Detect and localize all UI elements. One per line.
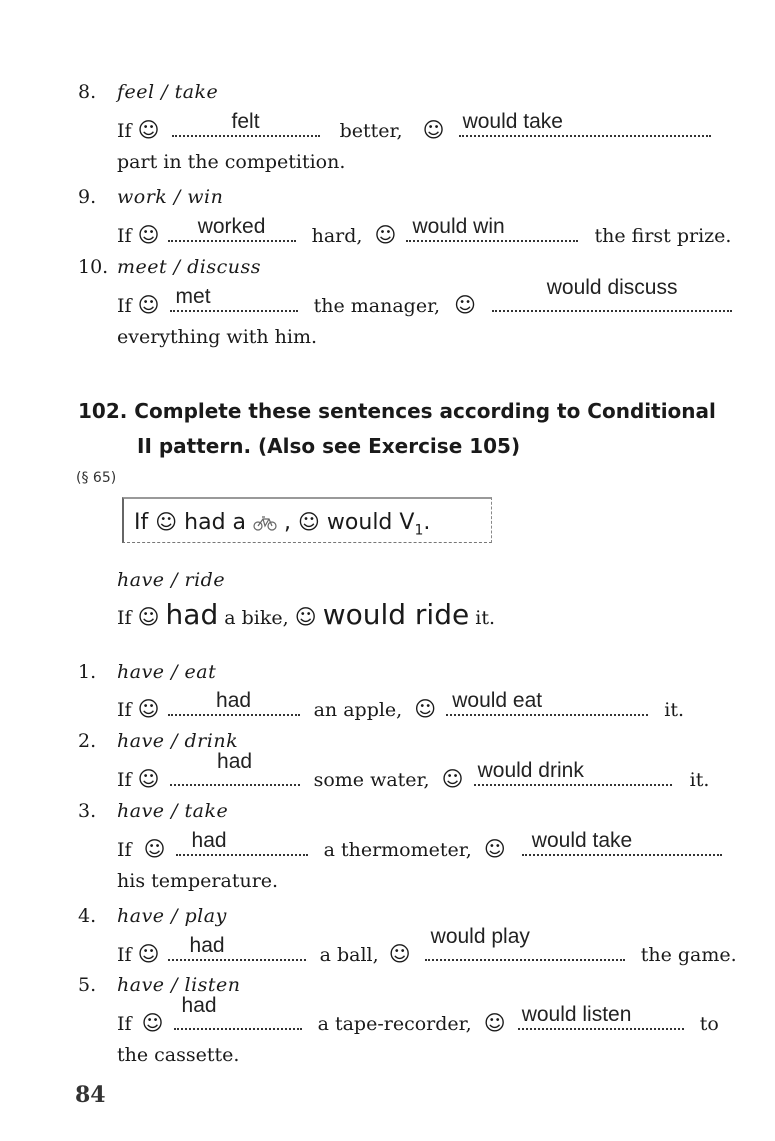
sentence-line xyxy=(117,110,711,143)
smiley-icon: ☺ xyxy=(441,767,464,791)
sentence-continuation: part in the competition. xyxy=(117,151,346,173)
if-word: If xyxy=(117,295,132,317)
answer-text: had xyxy=(217,750,253,773)
smiley-icon: ☺ xyxy=(374,223,397,247)
smiley-icon: ☺ xyxy=(137,118,160,142)
answer-text: had xyxy=(181,994,217,1017)
smiley-icon: ☺ xyxy=(137,767,160,791)
pattern-had: had a xyxy=(184,510,247,535)
sentence-continuation: his temperature. xyxy=(117,870,279,892)
verb-cue: work / win xyxy=(117,186,224,208)
item-number: 10. xyxy=(78,256,109,278)
pattern-box xyxy=(122,497,492,543)
example-had: had xyxy=(165,598,219,631)
answer-blank[interactable] xyxy=(459,110,711,137)
sentence-text: better, xyxy=(339,120,403,142)
answer-text: had xyxy=(216,689,252,712)
answer-blank[interactable] xyxy=(168,689,300,716)
item-number: 4. xyxy=(78,905,97,927)
smiley-icon: ☺ xyxy=(137,223,160,247)
answer-blank[interactable] xyxy=(518,1003,684,1030)
item-number: 8. xyxy=(78,81,97,103)
if-word: If xyxy=(117,1013,132,1035)
pattern-subscript: 1 xyxy=(414,522,424,539)
sentence-line xyxy=(117,829,722,862)
answer-blank[interactable] xyxy=(446,689,648,716)
sentence-line xyxy=(117,689,685,722)
item-number: 3. xyxy=(78,800,97,822)
answer-text: felt xyxy=(231,110,260,133)
answer-text: would win xyxy=(412,215,505,238)
sentence-text: the manager, xyxy=(313,295,441,317)
example-cue: have / ride xyxy=(117,569,226,591)
smiley-icon: ☺ xyxy=(483,1011,506,1035)
if-word: If xyxy=(117,699,132,721)
smiley-icon: ☺ xyxy=(137,293,160,317)
answer-blank[interactable] xyxy=(174,994,302,1030)
smiley-icon: ☺ xyxy=(422,118,445,142)
if-word: If xyxy=(117,839,132,861)
answer-text: would listen xyxy=(521,1003,632,1026)
smiley-icon: ☺ xyxy=(137,605,160,629)
verb-cue: have / listen xyxy=(117,974,241,996)
sentence-text: some water, xyxy=(313,769,430,791)
answer-blank[interactable] xyxy=(172,110,320,137)
exercise-title-line2: II pattern. (Also see Exercise 105) xyxy=(137,434,521,458)
pattern-if: If xyxy=(134,510,149,535)
smiley-icon: ☺ xyxy=(137,697,160,721)
verb-cue: have / drink xyxy=(117,730,239,752)
sentence-text: the game. xyxy=(640,944,737,966)
answer-blank[interactable] xyxy=(176,829,308,856)
if-word: If xyxy=(117,769,132,791)
example-sentence xyxy=(117,600,495,633)
sentence-line xyxy=(117,925,737,967)
if-word: If xyxy=(117,120,132,142)
answer-blank[interactable] xyxy=(492,276,732,312)
sentence-text: it. xyxy=(689,769,710,791)
section-reference: (§ 65) xyxy=(76,470,117,486)
sentence-continuation: everything with him. xyxy=(117,326,318,348)
sentence-text: a tape-recorder, xyxy=(317,1013,472,1035)
smiley-icon: ☺ xyxy=(414,697,437,721)
sentence-text: the first prize. xyxy=(594,225,732,247)
sentence-text: an apple, xyxy=(313,699,403,721)
bicycle-icon xyxy=(253,515,277,531)
pattern-would: would V xyxy=(326,510,415,535)
answer-text: met xyxy=(175,285,211,308)
sentence-text: it. xyxy=(664,699,685,721)
smiley-icon: ☺ xyxy=(454,293,477,317)
verb-cue: meet / discuss xyxy=(117,256,261,278)
smiley-icon: ☺ xyxy=(141,1011,164,1035)
answer-blank[interactable] xyxy=(168,934,306,961)
smiley-icon: ☺ xyxy=(388,942,411,966)
answer-blank[interactable] xyxy=(406,215,578,242)
answer-blank[interactable] xyxy=(474,759,672,786)
answer-blank[interactable] xyxy=(425,925,625,961)
pattern-comma: , xyxy=(284,510,292,535)
smiley-icon: ☺ xyxy=(143,837,166,861)
answer-text: had xyxy=(189,934,225,957)
if-word: If xyxy=(117,944,132,966)
sentence-text: it. xyxy=(475,607,496,629)
sentence-line xyxy=(117,750,710,792)
verb-cue: have / take xyxy=(117,800,229,822)
item-number: 1. xyxy=(78,661,97,683)
answer-text: worked xyxy=(197,215,266,238)
answer-text: would take xyxy=(531,829,633,852)
sentence-line xyxy=(117,276,732,318)
answer-text: would discuss xyxy=(546,276,678,299)
if-word: If xyxy=(117,225,132,247)
page-number: 84 xyxy=(75,1082,106,1108)
example-would-ride: would ride xyxy=(322,598,470,631)
if-word: If xyxy=(117,607,132,629)
pattern-period: . xyxy=(423,510,431,535)
answer-blank[interactable] xyxy=(170,285,298,312)
smiley-icon: ☺ xyxy=(483,837,506,861)
answer-text: would take xyxy=(462,110,563,133)
smiley-icon: ☺ xyxy=(294,605,317,629)
smiley-icon: ☺ xyxy=(298,510,320,534)
sentence-text: a bike, xyxy=(224,607,289,629)
sentence-text: to xyxy=(699,1013,719,1035)
answer-text: would eat xyxy=(452,689,543,712)
sentence-line xyxy=(117,215,732,248)
sentence-text: a ball, xyxy=(319,944,379,966)
verb-cue: have / play xyxy=(117,905,227,927)
smiley-icon: ☺ xyxy=(155,510,178,534)
sentence-text: a thermometer, xyxy=(323,839,472,861)
sentence-text: hard, xyxy=(311,225,363,247)
sentence-continuation: the cassette. xyxy=(117,1044,240,1066)
exercise-title: 102. Complete these sentences according to Conditional xyxy=(78,399,716,423)
answer-blank[interactable] xyxy=(170,750,300,786)
item-number: 9. xyxy=(78,186,97,208)
answer-text: would drink xyxy=(477,759,584,782)
verb-cue: feel / take xyxy=(117,81,219,103)
smiley-icon: ☺ xyxy=(137,942,160,966)
verb-cue: have / eat xyxy=(117,661,217,683)
sentence-line xyxy=(117,994,719,1036)
answer-text: had xyxy=(191,829,227,852)
item-number: 5. xyxy=(78,974,97,996)
item-number: 2. xyxy=(78,730,97,752)
answer-blank[interactable] xyxy=(168,215,296,242)
answer-blank[interactable] xyxy=(522,829,722,856)
answer-text: would play xyxy=(430,925,530,948)
